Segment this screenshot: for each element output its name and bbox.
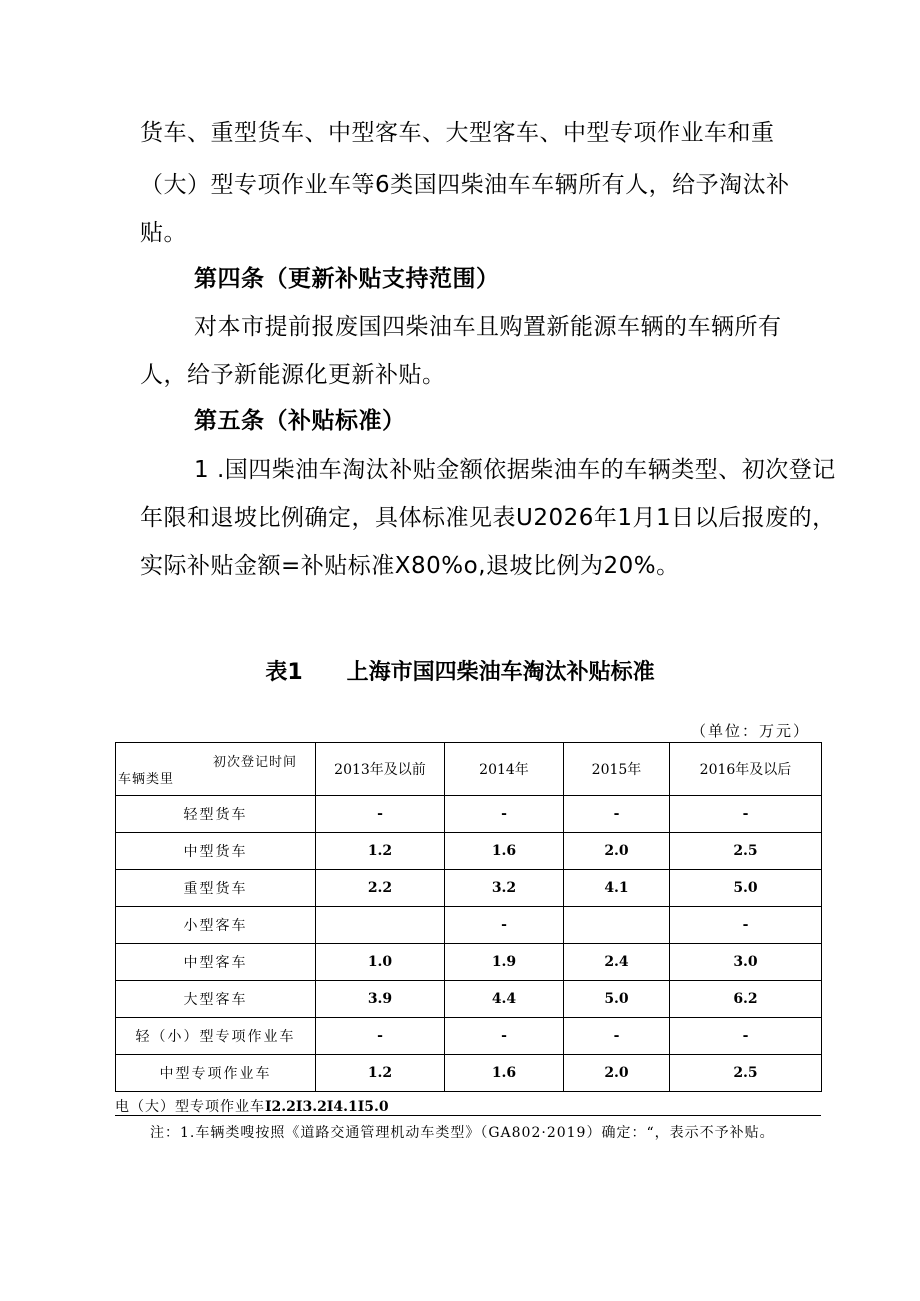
header-registration-time: 初次登记时间 — [212, 755, 297, 770]
table-row — [116, 1018, 822, 1055]
table-cell: - — [445, 907, 564, 944]
table-cell: 1.9 — [445, 944, 564, 981]
table-bottom-rule — [115, 1115, 821, 1116]
table-title — [0, 655, 920, 686]
table-row — [116, 833, 822, 870]
table-cell: 2.4 — [564, 944, 670, 981]
row-label: 中型货车 — [116, 833, 316, 870]
table-row — [116, 1055, 822, 1092]
table-cell: 1.0 — [316, 944, 445, 981]
column-header: 2013年及以前 — [316, 743, 445, 796]
diagonal-header-cell — [116, 743, 316, 796]
table-cell: 2.5 — [670, 833, 822, 870]
table-cell: 4.1 — [564, 870, 670, 907]
table-number: 表1 — [265, 660, 303, 685]
row-label: 中型客车 — [116, 944, 316, 981]
table-cell: 2.0 — [564, 833, 670, 870]
row-label: 中型专项作业车 — [116, 1055, 316, 1092]
paragraph-line: 实际补贴金额=补贴标准X80%o,退坡比例为20%。 — [140, 553, 680, 579]
column-header: 2014年 — [445, 743, 564, 796]
row-label: 轻（小）型专项作业车 — [116, 1018, 316, 1055]
table-cell — [316, 907, 445, 944]
table-cell: 5.0 — [564, 981, 670, 1018]
table-cell: 2.5 — [670, 1055, 822, 1092]
article-4-heading: 第四条（更新补贴支持范围） — [194, 266, 500, 292]
table-cell: 3.9 — [316, 981, 445, 1018]
table-note: 注：1.车辆类嗖按照《道路交通管理机动车类型》（GA802·2019）确定：“，表示不予补贴。 — [150, 1125, 775, 1141]
paragraph-line: 货车、重型货车、中型客车、大型客车、中型专项作业车和重 — [140, 120, 775, 146]
table-cell: - — [564, 1018, 670, 1055]
table-cell: 4.4 — [445, 981, 564, 1018]
table-cell: - — [316, 1018, 445, 1055]
table-cell: - — [564, 796, 670, 833]
paragraph-line: 年限和退坡比例确定，具体标准见表U2026年1月1日以后报废的， — [140, 505, 836, 531]
paragraph-line: 贴。 — [140, 220, 187, 246]
paragraph-line: 1 .国四柴油车淘汰补贴金额依据柴油车的车辆类型、初次登记 — [194, 457, 836, 483]
table-cell: - — [670, 1018, 822, 1055]
table-cell: 1.6 — [445, 833, 564, 870]
table-row — [116, 981, 822, 1018]
table-header-row — [116, 743, 822, 796]
paragraph-line: （大）型专项作业车等6类国四柴油车车辆所有人，给予淘汰补 — [140, 172, 790, 198]
last-row-values: I2.2I3.2I4.1I5.0 — [265, 1099, 389, 1115]
table-title-text: 上海市国四柴油车淘汰补贴标准 — [346, 660, 655, 685]
row-label: 轻型货车 — [116, 796, 316, 833]
table-cell: 3.2 — [445, 870, 564, 907]
subsidy-table — [115, 742, 822, 1092]
article-5-heading: 第五条（补贴标准） — [194, 408, 406, 434]
header-vehicle-type: 车辆类里 — [118, 772, 175, 787]
table-cell: - — [670, 796, 822, 833]
column-header: 2015年 — [564, 743, 670, 796]
table-cell: 6.2 — [670, 981, 822, 1018]
unit-label: （单位：万元） — [690, 722, 810, 740]
table-cell: 2.0 — [564, 1055, 670, 1092]
table-cell — [564, 907, 670, 944]
table-cell: - — [316, 796, 445, 833]
paragraph-line: 人，给予新能源化更新补贴。 — [140, 362, 446, 388]
row-label: 重型货车 — [116, 870, 316, 907]
table-row — [116, 944, 822, 981]
table-cell: 1.2 — [316, 833, 445, 870]
table-row — [116, 796, 822, 833]
table-cell: - — [445, 796, 564, 833]
row-label: 大型客车 — [116, 981, 316, 1018]
table-cell: 3.0 — [670, 944, 822, 981]
table-cell: 2.2 — [316, 870, 445, 907]
last-row-label: 电（大）型专项作业车 — [115, 1099, 265, 1115]
table-cell: 5.0 — [670, 870, 822, 907]
paragraph-line: 对本市提前报废国四柴油车且购置新能源车辆的车辆所有 — [194, 314, 782, 340]
table-row — [116, 870, 822, 907]
table-cell: 1.2 — [316, 1055, 445, 1092]
table-cell: - — [670, 907, 822, 944]
table-cell: 1.6 — [445, 1055, 564, 1092]
table-row — [116, 907, 822, 944]
column-header: 2016年及以后 — [670, 743, 822, 796]
row-label: 小型客车 — [116, 907, 316, 944]
last-row-text — [115, 1096, 389, 1116]
table-cell: - — [445, 1018, 564, 1055]
